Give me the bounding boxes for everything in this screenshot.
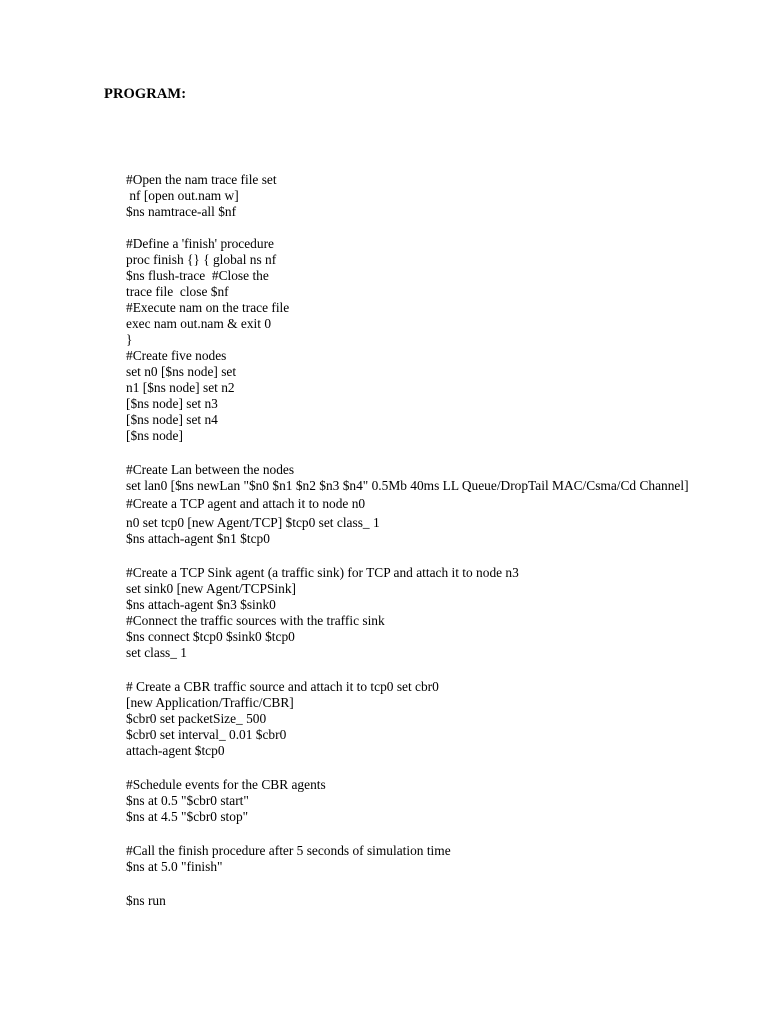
code-line: #Schedule events for the CBR agents bbox=[126, 777, 326, 792]
code-block-cbr-source bbox=[126, 679, 756, 759]
code-block-finish-call bbox=[126, 843, 756, 875]
code-line: #Open the nam trace file set bbox=[126, 172, 277, 187]
code-line: $ns attach-agent $n3 $sink0 bbox=[126, 597, 276, 612]
code-line: exec nam out.nam & exit 0 bbox=[126, 316, 272, 331]
code-line: $ns at 4.5 "$cbr0 stop" bbox=[126, 809, 249, 824]
code-line: #Create a TCP agent and attach it to node n0 bbox=[126, 496, 366, 511]
code-line: #Create Lan between the nodes bbox=[126, 462, 295, 477]
code-line: $cbr0 set interval_ 0.01 $cbr0 bbox=[126, 727, 287, 742]
code-line: } bbox=[126, 332, 133, 347]
code-line: #Call the finish procedure after 5 seconds of simulation time bbox=[126, 843, 451, 858]
code-line: nf [open out.nam w] bbox=[126, 188, 239, 203]
code-line: #Connect the traffic sources with the traffic sink bbox=[126, 613, 385, 628]
code-block-run bbox=[126, 893, 756, 909]
code-line: #Create five nodes bbox=[126, 348, 227, 363]
code-line: $ns at 0.5 "$cbr0 start" bbox=[126, 793, 249, 808]
code-line: $cbr0 set packetSize_ 500 bbox=[126, 711, 267, 726]
code-block-finish-procedure bbox=[126, 236, 756, 444]
code-line: [$ns node] bbox=[126, 428, 183, 443]
code-block-create-lan bbox=[126, 462, 756, 547]
code-block-tcp-sink bbox=[126, 565, 756, 661]
code-line: $ns attach-agent $n1 $tcp0 bbox=[126, 531, 270, 546]
code-line: n1 [$ns node] set n2 bbox=[126, 380, 235, 395]
code-line: #Execute nam on the trace file bbox=[126, 300, 290, 315]
code-line: $ns at 5.0 "finish" bbox=[126, 859, 223, 874]
code-line: #Create a TCP Sink agent (a traffic sink) for TCP and attach it to node n3 bbox=[126, 565, 519, 580]
code-block-open-trace bbox=[126, 172, 756, 220]
code-line: set sink0 [new Agent/TCPSink] bbox=[126, 581, 296, 596]
code-line: set n0 [$ns node] set bbox=[126, 364, 237, 379]
code-block-schedule-events bbox=[126, 777, 756, 825]
code-line: proc finish {} { global ns nf bbox=[126, 252, 277, 267]
code-line: set class_ 1 bbox=[126, 645, 187, 660]
code-line: # Create a CBR traffic source and attach it to tcp0 set cbr0 bbox=[126, 679, 439, 694]
code-line: [$ns node] set n3 bbox=[126, 396, 218, 411]
code-line: [new Application/Traffic/CBR] bbox=[126, 695, 294, 710]
code-line: [$ns node] set n4 bbox=[126, 412, 218, 427]
code-line: $ns namtrace-all $nf bbox=[126, 204, 237, 219]
code-line: set lan0 [$ns newLan "$n0 $n1 $n2 $n3 $n4" 0.5Mb 40ms LL Queue/DropTail MAC/Csma/Cd Channel] bbox=[126, 478, 689, 493]
code-line: $ns connect $tcp0 $sink0 $tcp0 bbox=[126, 629, 295, 644]
code-line: $ns flush-trace #Close the bbox=[126, 268, 269, 283]
program-code bbox=[126, 172, 756, 909]
code-line: trace file close $nf bbox=[126, 284, 229, 299]
code-line: $ns run bbox=[126, 893, 166, 908]
page-heading: PROGRAM: bbox=[104, 86, 187, 102]
code-line: #Define a 'finish' procedure bbox=[126, 236, 274, 251]
code-line: attach-agent $tcp0 bbox=[126, 743, 225, 758]
code-line: n0 set tcp0 [new Agent/TCP] $tcp0 set class_ 1 bbox=[126, 515, 380, 530]
